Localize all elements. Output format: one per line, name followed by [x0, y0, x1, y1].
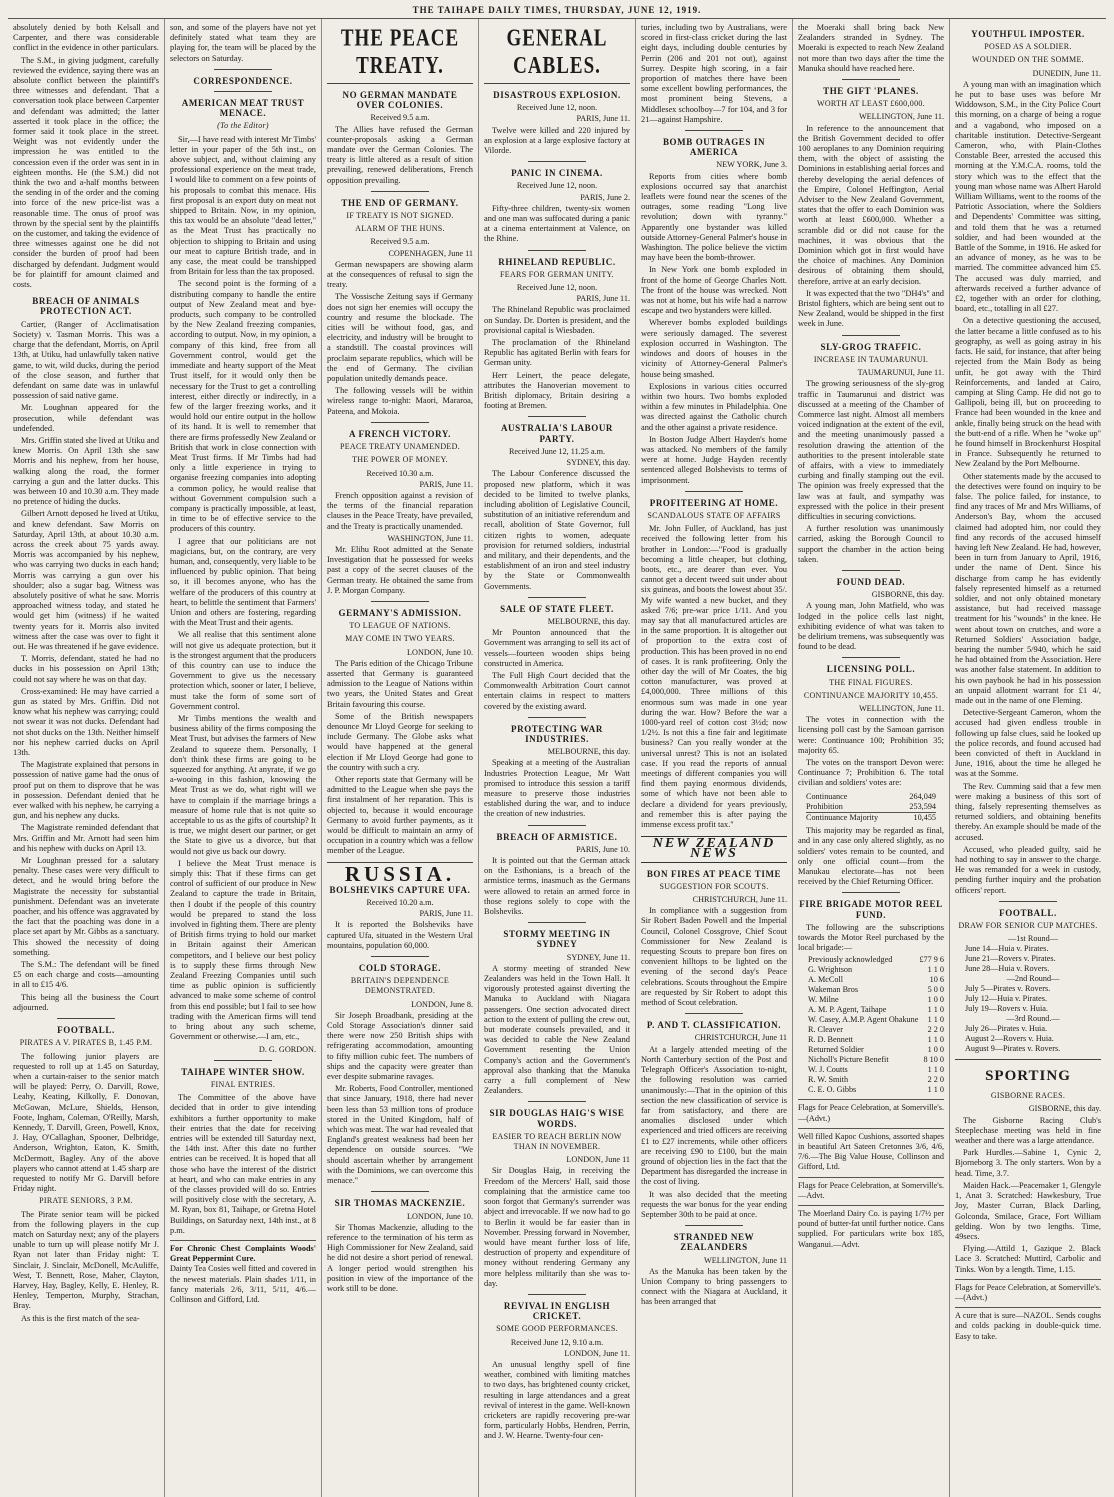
subscription-amount: 8 10 0: [923, 1055, 944, 1065]
section-title: RUSSIA.: [344, 861, 456, 886]
dateline: LONDON, June 11.: [564, 1348, 630, 1358]
article-text: Wherever bombs exploded buildings were seriously damaged. The severest explosion occurred in Washington. The windows and doors of houses in the vicinity of Attorney-General Palmer's house being smashed.: [641, 318, 787, 379]
article-text: Cross-examined: He may have carried a gun as stated by Mrs. Griffin. Did not know what his nephew was carrying; could not swear it was not ducks. Defendant had not shot ducks on the 13th. Neither himself nor his nephew carried ducks on April 13th.: [13, 686, 159, 758]
article-text: Mr Pounton announced that the Government was arranging to sell its act of vessels—fourteen wooden ships being constructed in America.: [484, 628, 630, 668]
article-text: The following are the subscriptions towards the Motor Reel purchased by the local brigade:—: [798, 922, 944, 953]
subheadline: GISBORNE RACES.: [990, 1091, 1066, 1101]
article-text: A further resolution was unanimously carried, asking the Borough Council to support the chamber in the action being taken.: [798, 524, 944, 564]
received-time: Received 10.20 a.m.: [366, 898, 434, 908]
article-text: I believe the Meat Trust menace is simply this: That if these firms can get control of sufficient of our produce in New Zealand to capture the trade in Britain, then I doubt if the people of this country would be prepared to stand the loss involved in fighting them. There are plenty of British firms trying to hold our market in Britain against their American competitors, and I believe our best policy is to supply these firms through New Zealand Freezing Companies until such time as public opinion is sufficiently advanced to make some scheme of control from this end possible; but I fail to see how trading with the American firms will tend to bring about any such scheme, Government or otherwise.—I am, etc.,: [170, 858, 316, 1042]
subscription-row: [808, 965, 944, 975]
subheadline: (To the Editor): [217, 121, 269, 131]
divider: [371, 191, 429, 192]
dateline: PARIS, June 11.: [576, 294, 630, 304]
subheadline: PEACE TREATY UNAMENDED.: [339, 442, 460, 452]
dateline: LONDON, June 11: [566, 1155, 630, 1165]
subscription-amount: 2 2 0: [927, 1075, 944, 1085]
divider: [327, 83, 473, 84]
article-text: the Moeraki shall bring back New Zealanders stranded in Sydney. The Moeraki is expected to reach New Zealand not more than two days after the time the Manuka should have reached here.: [798, 23, 944, 73]
subheadline: FINAL ENTRIES.: [210, 1079, 276, 1089]
column-1: [8, 19, 165, 1497]
headline: BREACH OF ARMISTICE.: [496, 831, 618, 842]
article-text: Sir Thomas Mackenzie, alluding to the reference to the termination of his term as High Commissioner for New Zealand, said he did not desire a short period of renewal. A longer period would strengthen his position in view of the importance of the work still to be done.: [327, 1222, 473, 1293]
subscription-amount: 1 1 0: [927, 965, 944, 975]
headline: SLY-GROG TRAFFIC.: [820, 341, 922, 352]
received-time: Received 9.5 a.m.: [370, 237, 430, 247]
article-text: French opposition against a revision of the terms of the financial reparation clauses in the Peace Treaty, have prevailed, and the Treaty is practically unamended.: [327, 490, 473, 531]
article-text: The growing seriousness of the sly-grog traffic in Taumarunui and district was discussed at a meeting of the Chamber of Commerce last night. Almost all members voiced indignation at the extent of the evil, and the meeting unanimously passed a resolution drawing the attention of the authorities to the present intolerable state of affairs, with a view to immediately curbing and finally stamping out the evil. The opinion was freely expressed that the law was at fault, and sympathy was expressed with the police in their present difficulties in securing convictions.: [798, 379, 944, 521]
subscriber-name: Previously acknowledged: [808, 955, 893, 965]
article-text: absolutely denied by both Kelsall and Carpenter, and there was considerable conflict in the evidence in other particulars.: [13, 23, 159, 53]
divider: [371, 956, 429, 957]
dateline: CHRISTCHURCH, June 11: [694, 1033, 787, 1043]
received-time: Received June 12, noon.: [516, 103, 598, 113]
dateline: TAUMARUNUI, June 11.: [857, 368, 944, 378]
dateline: LONDON, June 8.: [411, 999, 473, 1009]
subheadline: SUGGESTION FOR SCOUTS.: [659, 881, 769, 891]
article-text: Other reports state that Germany will be admitted to the League when she pays the first instalment of her reparation. This is objected to, because it would encourage Germany to avoid further payments, as it would be difficult to maintain an army of occupation in a country which was a fellow member of the League.: [327, 774, 473, 856]
dateline: COPENHAGEN, June 11: [388, 248, 473, 258]
article-text: The Labour Conference discussed the proposed new platform, which it was decided to be limited to twelve planks, including abolition of Legislative Council, substitution of an initiative referendum and recall, abolition of State Governor, full citizen rights to women, adequate provision for returned soldiers, industrial and military, and their dependents, and the establishment of an iron and steel industry by the State or Commonwealth Governments.: [484, 469, 630, 591]
article-text: In New York one bomb exploded in front of the home of George Charles Nott. The front of the house was wrecked. Nott was not at home, but his wife had a narrow escape and two bystanders were killed.: [641, 265, 787, 316]
subscription-row: [808, 995, 944, 1005]
subheadline: TO LEAGUE OF NATIONS.: [349, 621, 451, 631]
headline: FIRE BRIGADE MOTOR REEL FUND.: [799, 899, 943, 920]
subscription-amount: 1 1 0: [927, 1005, 944, 1015]
headline: STRANDED NEW ZEALANDERS: [673, 1232, 755, 1253]
article-text: Other statements made by the accused to the detectives were found on inquiry to be false. The police failed, for instance, to find any traces of Mr and Mrs Williams, of Anderson's Bay, whom the accused claimed had adopted him, nor could they find any records of the accused himself having left New Zealand. He had, however, been in turn from January to April, 1916, under the name of Dent. Since his discharge from camp he has evidently falsely represented himself as a returned soldier, and not only obtained monetary assistance, but had received massage treatment for his "wounds" in the knee. He went about town on crutches, and wore a Returned Soldiers' Association badge, bearing the number 5/940, which he said he had obtained from the Association. Here was another false statement. In addition to his own paybook he had in his possession an unpaid allotment warrant for £1 4/, made out in the name of one Fleming.: [955, 471, 1101, 705]
divider: [842, 570, 900, 571]
article-text: This majority may be regarded as final, and in any case only altered slightly, as no soldiers' votes remain to be counted, and only one official count—from the Manukau electorate—has not been received by the Chief Returning Officer.: [798, 826, 944, 887]
poll-row: Continuance Majority 10,455: [806, 813, 936, 823]
article-text: Fifty-three children, twenty-six women and one man was suffocated during a panic at a cinema entertainment at Valence, on the Rhine.: [484, 203, 630, 244]
received-time: Received June 12, 9.10 a.m.: [510, 1337, 604, 1347]
subscriber-name: W. J. Coutts: [808, 1065, 848, 1075]
article-text: The Gisborne Racing Club's Steeplechase meeting was held in fine weather and there was a large attendance.: [955, 1115, 1101, 1146]
article-text: Maiden Hack.—Peacemaker 1, Glengyle 1, Anat 3. Scratched: Hawkesbury, True Joy, Master Curran, Black Darling, Golconda, Smilace, Grace, Fort William gelding. Won by two lengths. Time, 49secs.: [955, 1180, 1101, 1241]
subscription-row: [808, 975, 944, 985]
divider: [371, 1191, 429, 1192]
headline: BOMB OUTRAGES IN AMERICA: [662, 137, 766, 158]
dateline: PARIS, June 11.: [576, 114, 630, 124]
article-text: A stormy meeting of stranded New Zealanders was held in the Town Hall. It vigorously protested against diverting the Manuka to Auckland with Niagara passengers. One section advocated direct action to the extent of pulling the crew out, but moderate counsels prevailed, and it was decided to cable the New Zealand Government resenting the Union Company's action and the Government's approval also thanking that the Manuka carry a full complement of New Zealanders.: [484, 963, 630, 1096]
article-text: Mr Timbs mentions the wealth and business ability of the firms composing the Meat Trust, but advises the farmers of New Zealand to squeeze them. Personally, I don't think these firms are going to be squeezed for anything. At anyrate, if we go a-wooing in this fashion, knowing the Meat Trust as we do, what right will we have to complain if the marriage brings a measure of home rule that is not quite so acceptable to us as the gifts of courtship? It is true, we might desert our partner, or get the State to give us a divorce, but that would not give us back our dowry.: [170, 714, 316, 856]
dateline: GISBORNE, this day.: [1028, 1104, 1101, 1114]
subheadline: POSED AS A SOLDIER.: [984, 42, 1072, 52]
fixture-row: —3rd Round.—: [1006, 1014, 1060, 1024]
article-text: The Rev. Cumming said that a few men were making a business of this sort of thing, falsely representing themselves as returned soldiers, and obtaining benefits thereby. An example should be made of the accused.: [955, 781, 1101, 842]
headline: THE GIFT 'PLANES.: [823, 86, 919, 97]
fixture-row: —1st Round—: [1008, 934, 1058, 944]
article-text: In compliance with a suggestion from Sir Robert Baden Powell and the Imperial Council, Colonel Cossgrove, Chief Scout Commissioner for New Zealand is requesting Scouts to prepare bon fires on convenient hilltops to be lighted on the evening of the second day's Peace celebrations. Scouts throughout the Empire are requested by Sir Robert to adopt this method of Scout celebration.: [641, 906, 787, 1008]
article-text: Sir Douglas Haig, in receiving the Freedom of the Mercers' Hall, said those complaining that the armistice came too soon forgot that Germany's surrender was abject and irrevocable. If we now had to go to Berlin it would be far easier than in November. Pressing forward in November, would have meant further loss of life, destruction of property and expenditure of money without rendering Germany any more helpless militarily than she was to-day.: [484, 1166, 630, 1288]
headline: DISASTROUS EXPLOSION.: [493, 90, 621, 100]
divider: [528, 1294, 586, 1295]
subscriber-name: R. W. Smith: [808, 1075, 849, 1085]
subheadline: DRAW FOR SENIOR CUP MATCHES.: [958, 921, 1098, 931]
article-text: The proclamation of the Rhineland Republic has agitated Berlin with fears for German unity.: [484, 338, 630, 368]
article-text: Reports from cities where bomb explosions occurred say that anarchist leaflets were found near the scenes of the outrages, some reading "Long live revolution; down with tyranny." Apparently one bystander was killed outside Attorney-General Palmer's house in Washington. The police believe the victim may have been the bomb-thrower.: [641, 171, 787, 263]
divider: [528, 597, 586, 598]
subheadline: EASIER TO REACH BERLIN NOW THAN IN NOVEMBER.: [492, 1131, 622, 1152]
column-6: [793, 19, 950, 1497]
headline: AMERICAN MEAT TRUST MENACE.: [181, 98, 305, 119]
article-text: In reference to the announcement that the British Government decided to offer 100 aeroplanes to any Dominion requiring them, with the object of assisting the Dominions in establishing aerial forces and thereby developing the aerial defences of the Empire, Colonel Heffington, Aerial Adviser to the New Zealand Government, states that the offer to each Dominion was worth at least £600,000. Whether a scramble did or did not cause for the machines, it was obvious that the Dominion which got in first would have the choice of machines. Any Dominion desirous of obtaining them should, therefore, arrive at an early decision.: [798, 123, 944, 286]
section-title: NEW ZEALAND NEWS: [641, 836, 787, 862]
dateline: MELBOURNE, this day.: [547, 747, 630, 757]
headline: FOUND DEAD.: [836, 576, 906, 587]
article-text: The S.M., in giving judgment, carefully reviewed the evidence, saying there was an absolute conflict between the plaintiff's three witnesses and defendant. That a conversation took place between Carpenter and defendant was admitted; the latter asserted it took place in the office; the former said it took place in the street. Weight was not evidently under the impression he was entitled to the concession even if the order was sent in in eighteen months. He (the S.M.) did not think the two and a-half months between the sending in of the order and the coming into force of the new price-list was a reasonable time. The onus of proof was thrown by the special sent by the plaintiffs on the customer, and taking the evidence of three witnesses against one he did not consider the burden of proof had been discharged by defendant. Judgment would be for plaintiff for amount claimed and costs.: [13, 55, 159, 290]
ad-text: Flags for Peace Celebration, at Somerville's.—(Advt.): [955, 1282, 1101, 1302]
poll-row: Continuance 264,049: [806, 791, 936, 801]
headline: PANIC IN CINEMA.: [511, 168, 603, 179]
headline: COLD STORAGE.: [358, 963, 442, 974]
subscriber-name: W. Milne: [808, 995, 839, 1005]
article-text: son, and some of the players have not yet definitely stated what team they are playing for, the team will be placed by the selectors on Saturday.: [170, 23, 316, 63]
column-5: [636, 19, 793, 1497]
subscription-row: [808, 1045, 944, 1055]
headline: FOOTBALL.: [57, 1025, 115, 1036]
subscriber-name: A. M. P. Agent, Taihape: [808, 1005, 887, 1015]
headline: SALE OF STATE FLEET.: [500, 603, 614, 614]
signature: D. G. GORDON.: [258, 1044, 316, 1054]
article-text: We all realise that this sentiment alone will not give us adequate protection, but it is the strongest argument that the producers of this country can use to induce the Government to give us the necessary protection which, sooner or later, I believe, must take the form of some sort of Government control.: [170, 630, 316, 711]
fixture-row: July 5—Pirates v. Rovers.: [965, 984, 1051, 994]
subscriber-name: Returned Soldier: [808, 1045, 864, 1055]
dateline: WELLINGTON, June 11.: [858, 112, 944, 122]
article-text: The Pirate senior team will be picked from the following players in the cup match on Saturday next; any of the players unable to turn up will please notify Mr J. Ryan not later than Friday night: T. Sinclair, J. Sinclair, McDonell, McAuliffe, West, T. Bennett, Rose, Maher, Clayton, Harvey, Hay, Bagley, Kelly, E. Henley, R. Henley, Temperton, Murphy, Strachan, Bray.: [13, 1209, 159, 1311]
dateline: MELBOURNE, this day.: [547, 616, 630, 626]
received-time: Received 10.30 a.m.: [366, 468, 434, 478]
subscription-row: [808, 955, 944, 965]
dateline: LONDON, June 10.: [407, 1211, 473, 1221]
advertisement: [798, 1177, 944, 1201]
advertisement: [170, 1240, 316, 1305]
article-text: The following junior players are requested to roll up at 1.45 on Saturday, when a curtain-raiser to the senior match will be played: Perry, O. Darvill, Rowe, Leahy, Keating, Kilkolly, F. Donovan, McGowan, McLure, Shields, Henson, Foote, Ingham, Coleman, O'Reilly, Marsh, Kennedy, T. Darvill, Green, Powell, Knox, J. Hay, O'Callaghan, Spooner, Delbridge, Anderson, Wrighton, Eaton, K. Smith, McDermott, Bagley. Any of the above players who cannot attend at 1.45 sharp are requested to notify Mr G. Darvill before Friday night.: [13, 1051, 159, 1194]
dateline: SYDNEY, June 11.: [566, 952, 630, 962]
article-text: As the Manuka has been taken by the Union Company to bring passengers to connect with the Niagara at Auckland, it has been arranged that: [641, 1266, 787, 1307]
article-text: The Paris edition of the Chicago Tribune asserted that Germany is guaranteed admission to the League of Nations within two years, the United States and Great Britain favouring this course.: [327, 658, 473, 709]
subscription-amount: 1 1 0: [927, 1085, 944, 1095]
fixture-row: July 19—Rovers v. Huia.: [965, 1004, 1048, 1014]
headline: PROFITEERING AT HOME.: [649, 497, 779, 508]
ad-text: The Moerland Dairy Co. is paying 1/7½ per pound of butter-fat until further notice. Cans supplied. For particulars write box 185, Wanganui.—Advt.: [798, 1209, 944, 1249]
divider: [528, 161, 586, 162]
article-text: As this is the first match of the sea-: [21, 1313, 140, 1323]
divider: [528, 1101, 586, 1102]
subheadline: SCANDALOUS STATE OF AFFAIRS: [647, 510, 781, 520]
article-text: The votes on the transport Devon were: Continuance 7; Prohibition 6. The total civilian and soldiers' votes are:: [798, 758, 944, 788]
article-text: This being all the business the Court adjourned.: [13, 992, 159, 1012]
advertisement: [955, 1307, 1101, 1342]
headline: PROTECTING WAR INDUSTRIES.: [511, 723, 603, 744]
article-text: Sir Joseph Broadbank, presiding at the Cold Storage Association's dinner said there were now 250 British ships with refrigerating accommodation, amounting to fifty million cubic feet. The numbers of ships and the capacity were greater than ever despite submarine ravages.: [327, 1010, 473, 1082]
article-text: The second point is the forming of a distributing company to handle the entire output of New Zealand meat and bye-products, such company to be controlled by the New Zealand freezing companies, according to output. Now, in my opinion, a company of this kind, free from all Government control, would get the immediate and hearty support of the Meat Trust itself, for it would only then be necessary for the Trust to get a controlling interest, either directly or indirectly, in a few of the larger freezing works, and it would hold our entire output in the hollow of its hand. It is well to remember that there are firms professedly New Zealand or British that work in close connection with Meat Trust firms. If Mr Timbs had had only a little experience in trying to organise freezing companies into adopting a common policy, he would realise that without Government compulsion such a company is practically impossible, at least, in time to be of effective service to the producers of this country.: [170, 279, 316, 534]
fixture-row: June 28—Huia v. Rovers.: [965, 964, 1050, 974]
headline: GERMANY'S ADMISSION.: [338, 607, 462, 618]
article-text: T. Morris, defendant, stated he had no ducks in his possession on April 13th; could not say where he was on that day.: [13, 654, 159, 684]
article-text: The Committee of the above have decided that in order to give intending exhibitors a further opportunity to make their entries that the date for receiving entries will be extended till Saturday next, the 14th inst. After this date no further entries can be received. It is hoped that all those who have the interest of the district at heart, and who can make entries in any of the classes provided will do so. Entries will positively close with the secretary, A. M. Ryan, box 81, Taihape, or Gretna Hotel Buildings, on Saturday next, 14th inst., at 8 p.m.: [170, 1093, 316, 1235]
column-7: [950, 19, 1106, 1497]
article-text: The Vossische Zeitung says if Germany does not sign her enemies will occupy the country and resume the blockade. The cities will be without food, gas, and electricity, and industry will be brought to a standstill. The coastal provinces will proclaim separate republics, which will be the end of Germany. The civilian population unitedly demands peace.: [327, 292, 473, 384]
article-text: turies, including two by Australians, were scored in first-class cricket during the last eight days, including double centuries by Perrin (206 and 201 not out), against Surrey. Despite high scoring, in a fair proportion of matches there have been some excellent bowling performances, the most prominent being Stevens, a Middlesex schoolboy—7 for 104, and 3 for 21—against Hampshire.: [641, 23, 787, 124]
divider: [842, 335, 900, 336]
divider: [371, 422, 429, 423]
divider: [955, 1059, 1101, 1060]
column-3: [322, 19, 479, 1497]
headline: BOLSHEVIKS CAPTURE UFA.: [329, 884, 471, 895]
subscription-amount: 1 0 0: [927, 995, 944, 1005]
article-text: It was also decided that the meeting requests the war bonus for the year ending September 30th to be paid at once.: [641, 1189, 787, 1219]
article-text: The following vessels will be within wireless range to-night: Maori, Mararoa, Pateena, and Mokoia.: [327, 386, 473, 416]
section-title: THE PEACE TREATY.: [340, 25, 460, 80]
subscriber-name: A. McColl: [808, 975, 844, 985]
divider: [999, 901, 1057, 902]
subscription-amount: 1 1 0: [927, 1015, 944, 1025]
divider: [528, 825, 586, 826]
article-text: I agree that our politicians are not magicians, but, on the contrary, are very human, and, consequently, very liable to be influenced by public opinion. That being so, it ill becomes anyone, who has the welfare of the producers of this country at heart, to belittle the sentiment that Farmers' Union and others are fostering, regarding with the Meat Trust and their agents.: [170, 536, 316, 628]
fixture-row: July 12—Huia v. Pirates.: [965, 994, 1048, 1004]
article-text: Sir,—I have read with interest Mr Timbs' letter in your paper of the 5th inst., on above subject, and, without claiming any professional experience on the meat trade, I would like to comment on a few points of his proposals to combat this menace. His first proposal is an export duty on meat not shipped to Britain. Now, in my opinion, this tax would be an absolute "dead letter," as the Meat Trust has practically no objection to shipping to Britain and using our meat to capture British trade, and in any case, the meat could be transhipped from Britain for less than the tax proposed.: [170, 134, 316, 277]
divider: [57, 1018, 115, 1019]
subheadline: THE POWER OF MONEY.: [352, 455, 448, 465]
subheadline: WORTH AT LEAST £600,000.: [817, 99, 925, 109]
dateline: SYDNEY, this day.: [566, 458, 630, 468]
section-title: SPORTING: [985, 1068, 1071, 1085]
article-text: Twelve were killed and 220 injured by an explosion at a large explosive factory at Vilorde.: [484, 125, 630, 156]
subheadline: SOME GOOD PERFORMANCES.: [496, 1324, 618, 1334]
headline: AUSTRALIA'S LABOUR PARTY.: [500, 423, 614, 444]
subscriber-name: W. Casey, A.M.P. Agent Ohakune: [808, 1015, 919, 1025]
headline: STORMY MEETING IN SYDNEY: [503, 929, 611, 950]
subscription-row: [808, 1005, 944, 1015]
divider: [685, 130, 743, 131]
ad-text: Well filled Kapoc Cushions, assorted shapes in beautiful Art Sateen Cretonnes 3/6, 4/6, 7/6.—The Big Value House, Collinson and Gifford, Ltd.: [798, 1131, 944, 1172]
subscription-amount: 10 6: [929, 975, 944, 985]
subscription-amount: £77 9 6: [919, 955, 944, 965]
article-text: Herr Leinert, the peace delegate, attributes the Hanoverian movement to British diplomacy, Britain desiring a footing at Bremen.: [484, 370, 630, 411]
subscription-row: [808, 985, 944, 995]
article-text: A young man, John Matfield, who was lodged in the police cells last night, exhibiting evidence of what was taken to be delirium tremens, was subsequently was found to be dead.: [798, 601, 944, 652]
headline: LICENSING POLL.: [826, 664, 916, 675]
divider: [528, 717, 586, 718]
columns: [8, 19, 1106, 1497]
fixture-row: August 9—Pirates v. Rovers.: [965, 1044, 1061, 1054]
subscriber-name: Wakeman Bros: [808, 985, 859, 995]
headline: A FRENCH VICTORY.: [349, 428, 451, 439]
divider: [842, 657, 900, 658]
article-text: Accused, who pleaded guilty, said he had nothing to say in answer to the charge. He was remanded for a week in custody, pending further inquiry and the probation officers' report.: [955, 844, 1101, 895]
subheadline: FEARS FOR GERMAN UNITY.: [500, 269, 614, 279]
fixture-row: —2nd Round—: [1006, 974, 1060, 984]
ad-text: Dainty Tea Cosies well fitted and covered in the newest materials. Plain shades 1/11, in fancy materials 2/6, 3/11, 5/11, 4/6.—Collinson and Gifford, Ltd.: [170, 1264, 316, 1304]
advertisement: [955, 1279, 1101, 1303]
headline: BON FIRES AT PEACE TIME: [646, 868, 782, 879]
section-title: GENERAL CABLES.: [506, 25, 608, 80]
divider: [685, 1013, 743, 1014]
subheadline: ALARM OF THE HUNS.: [355, 224, 445, 234]
advertisement: [798, 1128, 944, 1173]
article-text: Flying.—Attild 1, Gazique 2. Black Lace 3. Scratched: Muttird, Carbolic and Tinks. Won by a length. Time, 1.15.: [955, 1244, 1101, 1274]
article-text: Detective-Sergeant Cameron, whom the accused had given endless trouble in following up false clues, said he looked up the police records, and found accused had been convicted of theft in Auckland in June, 1916, about the time he alleged he was at the Somme.: [955, 708, 1101, 779]
subscription-row: [808, 1085, 944, 1095]
article-text: Some of the British newspapers denounce Mr Lloyd George for seeking to include Germany. The Globe asks what would have happened at the general election if Mr Lloyd George had gone to the country with such a cry.: [327, 711, 473, 772]
divider: [484, 83, 630, 84]
dateline: DUNEDIN, June 11.: [1032, 68, 1101, 78]
subscription-row: [808, 1035, 944, 1045]
article-text: The Allies have refused the German counter-proposals asking a German mandate over the German Colonies. The treaty is little altered as a result of sition prevailing, renewed deliberations, French opposition prevailing.: [327, 124, 473, 185]
article-text: It was expected that the two "DH4's" and Bristol fighters, which are being sent out to New Zealand, would be shipped in the first week in June.: [798, 288, 944, 329]
headline: SIR THOMAS MACKENZIE.: [334, 1198, 466, 1209]
ad-text: Flags for Peace Celebration, at Somerville's.—Advt.: [798, 1180, 944, 1200]
article-text: The Rhineland Republic was proclaimed on Sunday. Dr. Dorten is president, and the provisional capital is Wiesbaden.: [484, 305, 630, 335]
article-text: Explosions in various cities occurred within two hours. Two bombs exploded within a few minutes in Philadelphia. One was directed against the Catholic church and the other against a private residence.: [641, 381, 787, 432]
headline: SIR DOUGLAS HAIG'S WISE WORDS.: [489, 1108, 625, 1129]
subheadline: CONTINUANCE MAJORITY 10,455.: [803, 690, 939, 700]
subscriber-name: Nicholl's Picture Benefit: [808, 1055, 889, 1065]
poll-table: [806, 792, 936, 824]
article-text: It is reported the Bolsheviks have captured Ufa, situated in the Western Ural mountains, population 60,000.: [327, 920, 473, 950]
divider: [842, 79, 900, 80]
headline: RHINELAND REPUBLIC.: [498, 256, 616, 267]
article-text: It is pointed out that the German attack on the Esthonians, is a breach of the armistice terms, inasmuch as the Germans were allowed to retain an armed force in those regions solely to cope with the Bolsheviks.: [484, 856, 630, 917]
dateline: PARIS, June 11.: [419, 909, 473, 919]
subscriber-name: R. D. Bennett: [808, 1035, 854, 1045]
masthead: THE TAIHAPE DAILY TIMES, THURSDAY, JUNE 12, 1919.: [8, 4, 1106, 19]
article-text: On a detective questioning the accused, the latter became a little confused as to his geography, as well as going astray in his facts. He said, for instance, that after being rejected from the Main Body as being unfit, he got away with the Third Reinforcements, and landed at Cairo, camping at Sling Camp. He did not go to Gallipoli, being ill, but on proceeding to France had been wounded in the knee and ankle, finally being struck on the head with the butt-end of a rifle. When he "woke up" he found himself in Brockenhurst Hospital in France. Subsequently he returned to New Zealand by the Port Melbourne.: [955, 316, 1101, 469]
ad-text: A cure that is sure—NAZOL. Sends coughs and colds packing in double-quick time. Easy to take.: [955, 1311, 1101, 1341]
article-text: Speaking at a meeting of the Australian Industries Protection League, Mr Watt promised to introduce this session a tariff measure to preserve those industries established during the war, and to induce the creation of new industries.: [484, 758, 630, 819]
article-text: At a largely attended meeting of the North Canterbury section of the Post and Telegraph Officer's Association to-night, the following resolution was carried unanimously:—That in the opinion of this section the new classification of service is far from satisfactory, and there are anomalies disclosed under which experienced and tried officers are receiving £1 to £27 increments, while other officers are receiving £90 to £100, but the main ground of objection lies in the fact that the Department has disregarded the increase in the cost of living.: [641, 1044, 787, 1187]
article-text: An unusual lengthy spell of fine weather, combined with limiting matches to two days, has brightened county cricket, resulting in large attendances and a great revival of interest in the game. Well-known cricketers are rapidly recovering pre-war form, particularly Hobbs, Hendren, Perrin, and J. W. Hearne. Twenty-four cen-: [484, 1359, 630, 1441]
dateline: CHRISTCHURCH, June 11.: [692, 895, 787, 905]
subscription-row: [808, 1075, 944, 1085]
article-text: German newspapers are showing alarm at the consequences of refusal to sign the treaty.: [327, 259, 473, 290]
article-text: In Boston Judge Albert Hayden's home was attacked. No members of the family were at home. Judge Hayden recently sentenced alleged Bolshevists to terms of imprisonment.: [641, 434, 787, 485]
divider: [214, 1060, 272, 1061]
dateline: LONDON, June 10.: [407, 647, 473, 657]
divider: [528, 416, 586, 417]
dateline: GISBORNE, this day.: [871, 590, 944, 600]
column-4: [479, 19, 636, 1497]
divider: [528, 250, 586, 251]
article-text: The votes in connection with the licensing poll cast by the Samoan garrison were: Continuance 100; Prohibition 35; majority 65.: [798, 715, 944, 755]
fixture-row: July 26—Pirates v. Huia.: [965, 1024, 1048, 1034]
subheadline: IF TREATY IS NOT SIGNED.: [346, 211, 454, 221]
dateline: PARIS, June 10.: [576, 844, 630, 854]
article-text: Mr. John Fuller, of Auckland, has just received the following letter from his brother in London:—"Food is gradually becoming a little cheaper, but clothing, boots, etc., are dearer than ever. You cannot get a decent tweed suit under about six guineas, and boots the lowest about 35/. My wife wanted a new bucket, and they asked 7/6; pre-war price 1/11. And you may say that all manufactured articles are in the same proportion. It is altogether out of proportion to the extra cost of production. This has been proved in no end of cases. It is rank profiteering. Only the other day the will of Mr Coates, the big cotton manufacturer, was proved at £4,000,000. Three millions of this enormous sum was made in one year during the war. How? Before the war a 1000-yard reel of cotton cost 3½d; now 1/2½. Is not this a fine fair and legitimate business? Can you really wonder at the universal unrest? This is not an isolated case. If you read the reports of annual meetings of different companies you will find them paying enormous dividends, some of which have not been able to declare a dividend for years previously, and remember this is after paying the immense excess profit tax.": [641, 524, 787, 830]
article-text: Park Hurdles.—Sabine 1, Cynic 2, Bjorneborg 3. The only starters. Won by a head. Time, 3.7.: [955, 1148, 1101, 1178]
subscription-row: [808, 1065, 944, 1075]
article-text: Mr Loughnan pressed for a salutary penalty. These cases were very difficult to detect, and he would bring before the Magistrate the necessity for substantial punishment. Defendant was an inveterate poacher, and his offence was aggravated by the fact that the poaching was done in a place set apart by Mr. Gibbs as a sanctuary. This showed the necessity of doing something.: [13, 856, 159, 957]
divider: [214, 69, 272, 70]
article-text: The S.M.: The defendant will be fined £5 on each charge and costs—amounting in all to £15 4/6.: [13, 960, 159, 990]
received-time: Received June 12, 11.25 a.m.: [508, 446, 606, 456]
divider: [371, 601, 429, 602]
advertisement: [798, 1205, 944, 1250]
subscriber-name: R. Cleaver: [808, 1025, 844, 1035]
dateline: PARIS, June 11.: [419, 479, 473, 489]
headline: NO GERMAN MANDATE OVER COLONIES.: [342, 90, 458, 111]
received-time: Received June 12, noon.: [516, 283, 598, 293]
headline: P. AND T. CLASSIFICATION.: [646, 1020, 782, 1031]
dateline: WASHINGTON, June 11.: [387, 533, 473, 543]
dateline: PARIS, June 2.: [580, 192, 630, 202]
headline: YOUTHFUL IMPOSTER.: [971, 29, 1085, 39]
divider: [842, 892, 900, 893]
article-text: Cartier, (Ranger of Acclimatisation Society) v. Tasman Morris. This was a charge that the defendant, Morris, on April 13th, at Utiku, had unlawfully taken native game, to wit, wild ducks, during the period of the close season, and further that defendant on same date was in unlawful possession of said native game.: [13, 319, 159, 401]
article-text: A young man with an imagination which he put to base uses was before Mr Widdowson, S.M., in the City Police Court this morning, on a charge of being a rogue and a vagabond, who imposed on a charitable institution. Detective-Sergeant Cameron, who, with Plain-Clothes Constable Beer, arrested the accused this morning at the Y.M.C.A. rooms, told the story which was to the effect that the young man whose name was Albert Harold William Williams, went to the rooms of the Patriotic Association, where the Soldiers and Dependents' Committee was sitting, and told them that he was a returned soldier, and had been wounded at the Battle of the Somme, in 1916. He asked for an advance of money, as he was to be married. The committee advanced him £5. The accused was duly married, and afterwards received a further advance of £2, together with an order for clothing, board, etc., totalling in all £27.: [955, 79, 1101, 314]
subscription-amount: 2 2 0: [927, 1025, 944, 1035]
dateline: NEW YORK, June 3.: [716, 160, 787, 170]
subscriber-name: C. E. O. Gibbs: [808, 1085, 857, 1095]
fixture-row: August 2—Rovers v. Huia.: [965, 1034, 1054, 1044]
subheadline: PIRATE SENIORS, 3 P.M.: [39, 1196, 133, 1206]
article-text: Mr. Roberts, Food Controller, mentioned that since January, 1918, there had never been less than 53 million tons of produce stored in the United Kingdom, half of which was meat. The war had revealed that England's greatest weakness had been her dependence on outside sources. "We should ascertain whether by arrangement with the Dominions, we can overcome this menace.": [327, 1084, 473, 1186]
article-text: The Magistrate reminded defendant that Mrs. Griffin and Mr. Arnott had seen him and his nephew with ducks on April 13.: [13, 823, 159, 853]
subscription-amount: 1 1 0: [927, 1035, 944, 1045]
headline: BREACH OF ANIMALS PROTECTION ACT.: [32, 296, 140, 317]
headline: CORRESPONDENCE.: [193, 75, 293, 86]
subheadline: WOUNDED ON THE SOMME.: [972, 55, 1084, 65]
fixture-row: June 14—Huia v. Pirates.: [965, 944, 1049, 954]
advertisement: [798, 1099, 944, 1123]
subheadline: MAY COME IN TWO YEARS.: [345, 634, 455, 644]
received-time: Received June 12, noon.: [516, 181, 598, 191]
subscription-amount: 5 0 0: [927, 985, 944, 995]
subheadline: PIRATES A V. PIRATES B, 1.45 P.M.: [19, 1038, 153, 1048]
ad-text: Flags for Peace Celebration, at Somerville's.—(Advt.): [798, 1103, 944, 1123]
article-text: Mr. Elihu Root admitted at the Senate Investigation that he possessed for weeks past a copy of the secret clauses of the German treaty. He obtained the same from J. P. Morgan Company.: [327, 544, 473, 595]
article-text: The Full High Court decided that the Commonwealth Arbitration Court cannot entertain claims in respect to matters covered by the existing award.: [484, 670, 630, 711]
subscription-amount: 1 1 0: [927, 1065, 944, 1075]
divider: [528, 922, 586, 923]
divider: [685, 1225, 743, 1226]
article-text: The Magistrate explained that persons in possession of native game had the onus of proof put on them to disprove that he was in possession. Defendant denied that he ever walked with his nephew, he carrying a gun, and his nephew any ducks.: [13, 760, 159, 821]
column-2: [165, 19, 322, 1497]
headline: FOOTBALL.: [999, 907, 1057, 918]
subheadline: BRITAIN'S DEPENDENCE DEMONSTRATED.: [350, 976, 450, 996]
article-text: Gilbert Arnott deposed he lived at Utiku, and knew defendant. Saw Morris on Saturday, April 13th, at about 10.30 a.m. across the creek about 75 yards away. Morris was accompanied by his nephew, who was carrying two ducks in each hand; Morris was carrying a gun over his shoulder; also a sugar bag. Witness was absolutely positive of what he saw. Morris approached witness today, and stated he would get him (witness) if he waited twenty years for it. Morris also invited witness after the case was over to fight it out. He was threatened if he gave evidence.: [13, 509, 159, 651]
headline: TAIHAPE WINTER SHOW.: [181, 1066, 305, 1077]
ad-text: For Chronic Chest Complaints Woods' Great Peppermint Cure.: [170, 1243, 316, 1264]
subheadline: INCREASE IN TAUMARUNUI.: [813, 354, 929, 364]
subscription-amount: 1 0 0: [927, 1045, 944, 1055]
headline: THE END OF GERMANY.: [341, 197, 459, 208]
subscription-list: [808, 955, 944, 1095]
fixture-row: June 21—Rovers v. Pirates.: [965, 954, 1056, 964]
article-text: Mr. Loughnan appeared for the prosecution, while defendant was undefended.: [13, 403, 159, 433]
subscriber-name: G. Wrightson: [808, 965, 853, 975]
subscription-row: [808, 1055, 944, 1065]
subscription-row: [808, 1025, 944, 1035]
divider: [214, 91, 272, 92]
divider: [685, 491, 743, 492]
fixture-list: [965, 934, 1101, 1054]
headline: REVIVAL IN ENGLISH CRICKET.: [503, 1300, 611, 1322]
subscription-row: [808, 1015, 944, 1025]
article-text: Mrs. Griffin stated she lived at Utiku and knew Morris. On April 13th she saw Morris and his nephew, from her house, walking along the road, the former carrying a gun and the latter ducks. This was between 10 and 10.30 a.m. They made no pretence of hiding the ducks.: [13, 435, 160, 507]
received-time: Received 9.5 a.m.: [370, 113, 430, 123]
poll-row: Prohibition 253,594: [806, 801, 936, 811]
dateline: WELLINGTON, June 11: [704, 1255, 787, 1265]
subheadline: THE FINAL FIGURES.: [829, 677, 913, 687]
dateline: WELLINGTON, June 11.: [858, 703, 944, 713]
